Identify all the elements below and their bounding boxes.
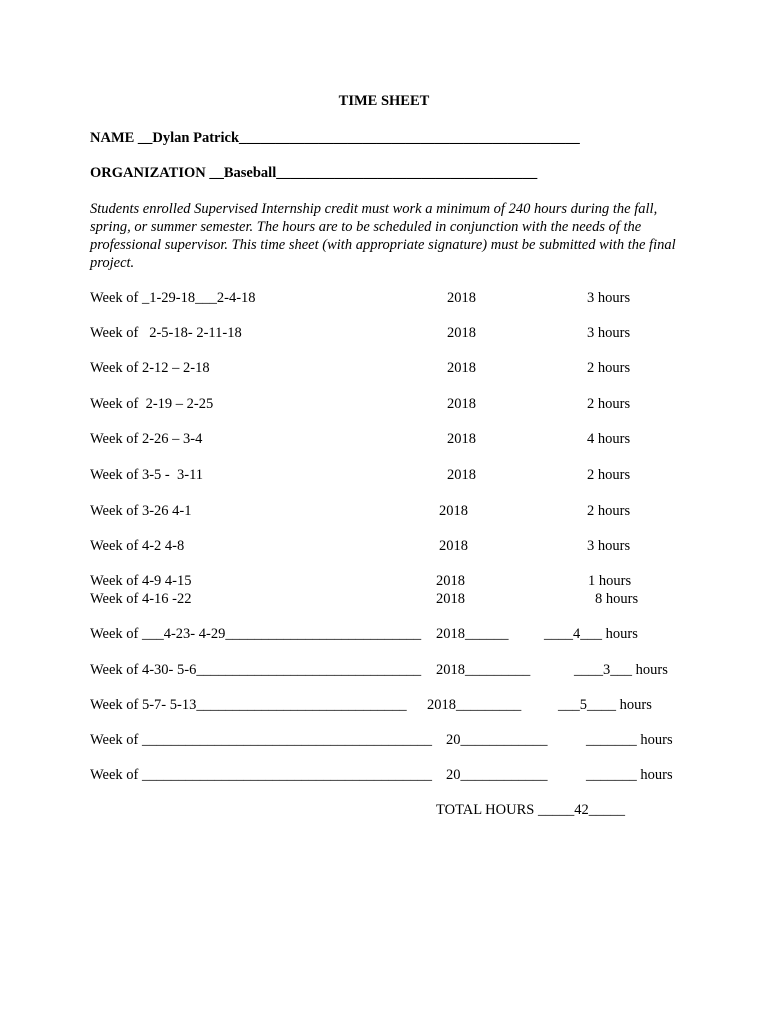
week-hours: ___5____ hours bbox=[558, 697, 652, 713]
week-range: Week of ________________________________________ bbox=[90, 767, 432, 783]
total-hours-line: TOTAL HOURS _____42_____ bbox=[436, 802, 625, 818]
week-year: 20____________ bbox=[446, 732, 548, 748]
week-range: Week of 2-26 – 3-4 bbox=[90, 431, 203, 447]
week-year: 20____________ bbox=[446, 767, 548, 783]
week-range: Week of 2-5-18- 2-11-18 bbox=[90, 325, 242, 341]
week-year: 2018 bbox=[447, 467, 476, 483]
week-range: Week of 2-12 – 2-18 bbox=[90, 360, 210, 376]
week-hours: _______ hours bbox=[586, 732, 673, 748]
week-hours: 4 hours bbox=[587, 431, 631, 447]
week-range: Week of 4-2 4-8 bbox=[90, 538, 185, 554]
week-hours: 3 hours bbox=[587, 325, 631, 341]
week-range: Week of 4-30- 5-6_______________________________ bbox=[90, 662, 422, 678]
week-range: Week of 4-16 -22 bbox=[90, 591, 192, 607]
week-hours: 2 hours bbox=[587, 467, 631, 483]
week-hours: 2 hours bbox=[587, 396, 631, 412]
week-range: Week of ________________________________________ bbox=[90, 732, 432, 748]
week-range: Week of 5-7- 5-13_____________________________ bbox=[90, 697, 407, 713]
week-year: 2018 bbox=[436, 573, 465, 589]
week-year: 2018 bbox=[447, 360, 476, 376]
week-range: Week of 3-5 - 3-11 bbox=[90, 467, 204, 483]
week-hours: 1 hours bbox=[588, 573, 632, 589]
week-year: 2018_________ bbox=[427, 697, 522, 713]
week-year: 2018______ bbox=[436, 626, 509, 642]
week-year: 2018 bbox=[436, 591, 465, 607]
week-hours: _______ hours bbox=[586, 767, 673, 783]
week-year: 2018 bbox=[439, 538, 468, 554]
week-hours: 2 hours bbox=[587, 503, 631, 519]
week-year: 2018 bbox=[447, 396, 476, 412]
week-year: 2018 bbox=[447, 290, 476, 306]
week-range: Week of _1-29-18___2-4-18 bbox=[90, 290, 256, 306]
week-year: 2018 bbox=[447, 325, 476, 341]
week-hours: 2 hours bbox=[587, 360, 631, 376]
week-hours: ____4___ hours bbox=[544, 626, 638, 642]
organization-field-line: ORGANIZATION __Baseball____________________________________ bbox=[90, 165, 538, 181]
page-title: TIME SHEET bbox=[338, 93, 430, 109]
instructions-paragraph: Students enrolled Supervised Internship credit must work a minimum of 240 hours during the fall, spring, or summer semester. The hours are to be scheduled in conjunction with the needs of the professional supervisor. This time sheet (with appropriate signature) must be submitted with the final project. bbox=[90, 201, 676, 271]
week-year: 2018 bbox=[447, 431, 476, 447]
week-hours: 3 hours bbox=[587, 538, 631, 554]
week-hours: 8 hours bbox=[595, 591, 639, 607]
week-year: 2018_________ bbox=[436, 662, 531, 678]
week-range: Week of 3-26 4-1 bbox=[90, 503, 192, 519]
week-range: Week of 2-19 – 2-25 bbox=[90, 396, 214, 412]
week-year: 2018 bbox=[439, 503, 468, 519]
week-hours: ____3___ hours bbox=[574, 662, 668, 678]
week-range: Week of ___4-23- 4-29___________________________ bbox=[90, 626, 422, 642]
week-range: Week of 4-9 4-15 bbox=[90, 573, 192, 589]
name-field-line: NAME __Dylan Patrick_______________________________________________ bbox=[90, 130, 580, 146]
week-hours: 3 hours bbox=[587, 290, 631, 306]
